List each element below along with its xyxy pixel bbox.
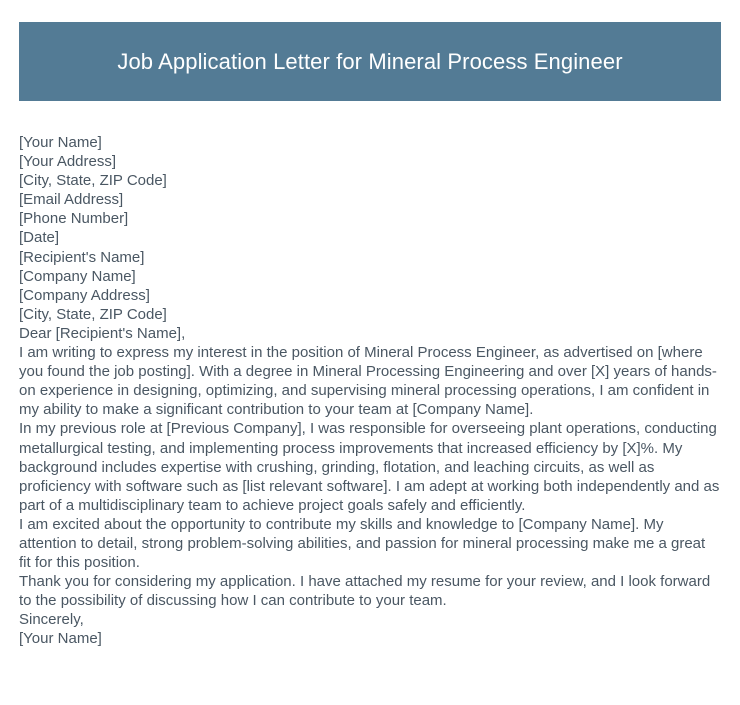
recipient-city-state-zip-line: [City, State, ZIP Code] [19, 305, 167, 323]
letter-paragraph-2: In my previous role at [Previous Company], I was responsible for overseeing plant operations, conducting metallurgical testing, and implementing process improvements that increased efficiency by [X]%. My background includes expertise with crushing, grinding, flotation, and leaching circuits, as well as proficiency with software such as [list relevant software]. I am adept at working both independently and as part of a multidisciplinary team to achieve project goals safely and efficiently. [19, 420, 720, 514]
letter-body [19, 133, 721, 649]
closing-line: Sincerely, [19, 611, 84, 629]
signature-line: [Your Name] [19, 630, 102, 648]
page-title: Job Application Letter for Mineral Process Engineer [117, 48, 623, 74]
document-header-banner [19, 22, 721, 101]
sender-phone-line: [Phone Number] [19, 210, 129, 228]
sender-address-line: [Your Address] [19, 153, 117, 171]
recipient-name-line: [Recipient's Name] [19, 248, 145, 266]
recipient-company-line: [Company Name] [19, 267, 136, 285]
letter-paragraph-1: I am writing to express my interest in the position of Mineral Process Engineer, as advertised on [where you found the job posting]. With a degree in Mineral Processing Engineering and over [X] years of hands-on experience in designing, optimizing, and supervising mineral processing operations, I am confident in my ability to make a significant contribution to your team at [Company Name]. [19, 344, 717, 419]
recipient-company-address-line: [Company Address] [19, 286, 150, 304]
sender-email-line: [Email Address] [19, 191, 124, 209]
letter-paragraph-3: I am excited about the opportunity to contribute my skills and knowledge to [Company Name]. My attention to detail, strong problem-solving abilities, and passion for mineral processing make me a great fit for this position. [19, 515, 706, 572]
sender-name-line: [Your Name] [19, 134, 102, 151]
date-line: [Date] [19, 229, 60, 247]
salutation-line: Dear [Recipient's Name], [19, 324, 186, 342]
sender-city-state-zip-line: [City, State, ZIP Code] [19, 172, 167, 190]
letter-paragraph-4: Thank you for considering my application. I have attached my resume for your review, and I look forward to the possibility of discussing how I can contribute to your team. [19, 573, 711, 610]
